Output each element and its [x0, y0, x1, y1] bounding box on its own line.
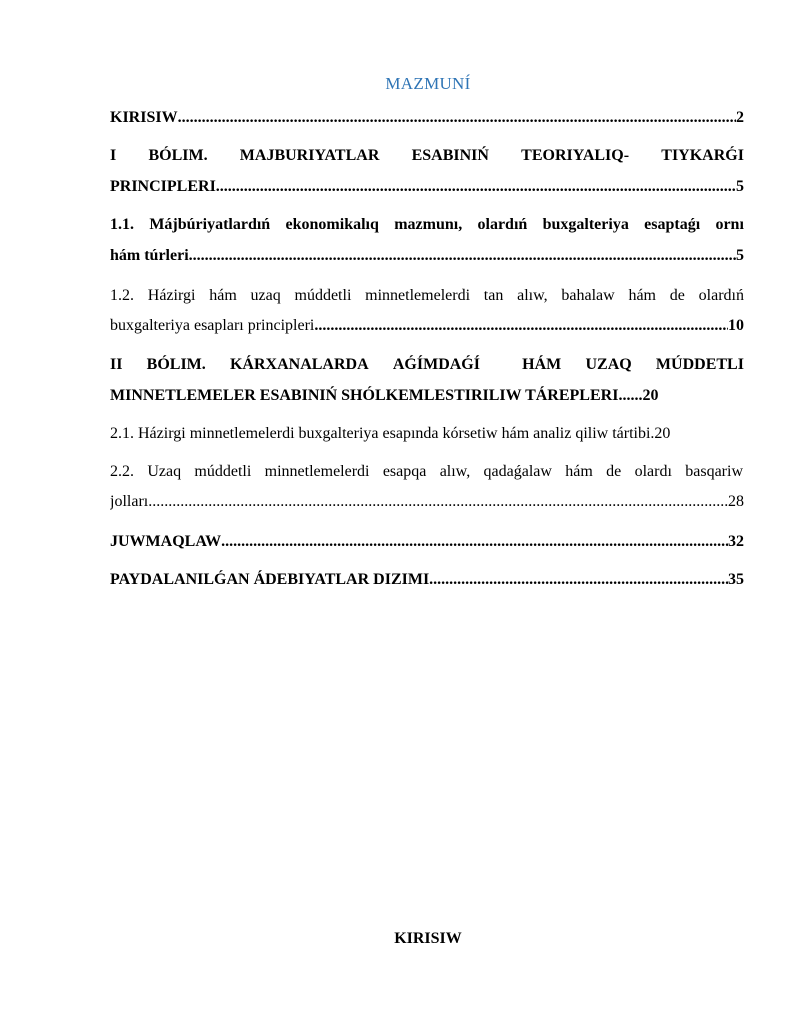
toc-entry-2-2-line1: [110, 462, 743, 482]
word: minnetlemelerdi: [365, 287, 471, 304]
word: BÓLIM.: [148, 147, 208, 164]
word: alıw,: [517, 287, 548, 304]
leader-dots: [178, 108, 736, 128]
word: ornı: [715, 216, 744, 233]
word: ekonomikalıq: [285, 216, 379, 233]
word: TEORIYALIQ-: [521, 147, 630, 164]
word: uzaq: [250, 287, 281, 304]
word: hám: [628, 287, 656, 304]
toc-entry-juwmaqlaw: [110, 532, 744, 552]
word: ESABINIŃ: [411, 147, 489, 164]
toc-entry-text: 2.1. Házirgi minnetlemelerdi buxgalteriya esapında kórsetiw hám analiz qiliw tártibi.20: [110, 425, 671, 442]
word: basqariw: [685, 463, 743, 480]
toc-entry-bolim-2-line1: [110, 355, 744, 375]
toc-page-number: ......20: [618, 387, 659, 404]
word: hám: [209, 287, 237, 304]
word: 1.1.: [110, 216, 134, 233]
toc-entry-text: JUWMAQLAW: [110, 533, 222, 550]
toc-page-number: 32: [728, 533, 744, 550]
word: MAJBURIYATLAR: [239, 147, 380, 164]
leader-dots: [221, 532, 728, 552]
word: BÓLIM.: [146, 356, 206, 373]
word: KÁRXANALARDA: [229, 356, 369, 373]
toc-entry-text: jolları: [110, 493, 149, 510]
toc-page-number: 35: [728, 571, 744, 588]
word: Uzaq: [147, 463, 182, 480]
toc-entry-2-1: [110, 424, 760, 444]
word: mazmunı,: [394, 216, 463, 233]
toc-entry-text: MINNETLEMELER ESABINIŃ SHÓLKEMLESTIRILIW TÁREPLERI: [110, 387, 619, 404]
word: esaptaǵı: [644, 216, 701, 233]
word: tan: [483, 287, 504, 304]
toc-entry-bolim-1-line1: [110, 146, 744, 166]
word: esapqa: [382, 463, 427, 480]
word: Házirgi: [147, 287, 196, 304]
leader-dots: [314, 316, 728, 336]
word: minnetlemelerdi: [264, 463, 370, 480]
word: olardıń: [477, 216, 528, 233]
toc-entry-1-1-line1: [110, 215, 744, 235]
word: olardıń: [698, 287, 744, 304]
leader-dots: [216, 177, 736, 197]
word: TIYKARǴI: [661, 147, 744, 164]
word: de: [669, 287, 685, 304]
leader-dots: [148, 492, 728, 512]
word: II: [110, 356, 123, 373]
word: buxgalteriya: [542, 216, 629, 233]
word: MÚDDETLI: [655, 356, 744, 373]
leader-dots: [189, 246, 736, 266]
toc-entry-text: PRINCIPLERI: [110, 178, 216, 195]
toc-entry-1-2-line2: [110, 316, 744, 336]
toc-entry-1-1-line2: [110, 246, 744, 266]
word: Májbúriyatlardıń: [149, 216, 271, 233]
toc-page-number: 5: [736, 178, 744, 195]
word: hám: [565, 463, 593, 480]
word: 1.2.: [110, 287, 134, 304]
toc-entry-kirisiw: [110, 108, 744, 128]
word: 2.2.: [110, 463, 134, 480]
toc-entry-text: PAYDALANILǴAN ÁDEBIYATLAR DIZIMI: [110, 571, 430, 588]
toc-page-number: 5: [736, 247, 744, 264]
word: I: [110, 147, 117, 164]
toc-entry-text: hám túrleri: [110, 247, 189, 264]
next-page-heading: KIRISIW: [394, 930, 462, 947]
toc-entry-bolim-2-line2: [110, 386, 744, 406]
toc-entry-text: buxgalteriya esapları principleri: [110, 317, 315, 334]
word: alıw,: [439, 463, 471, 480]
leader-dots: [429, 570, 728, 590]
word: HÁM: [522, 356, 562, 373]
toc-page-number: 28: [728, 493, 744, 510]
toc-entry-2-2-line2: [110, 492, 744, 512]
word: de: [606, 463, 622, 480]
toc-entry-adebiyatlar: [110, 570, 744, 590]
toc-title: MAZMUNÍ: [385, 74, 471, 93]
toc-entry-text: KIRISIW: [110, 109, 178, 126]
word: múddetli: [294, 287, 352, 304]
word: olardı: [634, 463, 672, 480]
word: múddetli: [194, 463, 252, 480]
word: qadaǵalaw: [483, 463, 552, 480]
word: UZAQ: [585, 356, 632, 373]
word: bahalaw: [561, 287, 615, 304]
toc-page-number: 10: [728, 317, 744, 334]
toc-entry-1-2-line1: [110, 286, 744, 306]
word: AǴÍMDAǴÍ: [392, 356, 480, 373]
toc-page-number: 2: [736, 109, 744, 126]
toc-entry-bolim-1-line2: [110, 177, 744, 197]
